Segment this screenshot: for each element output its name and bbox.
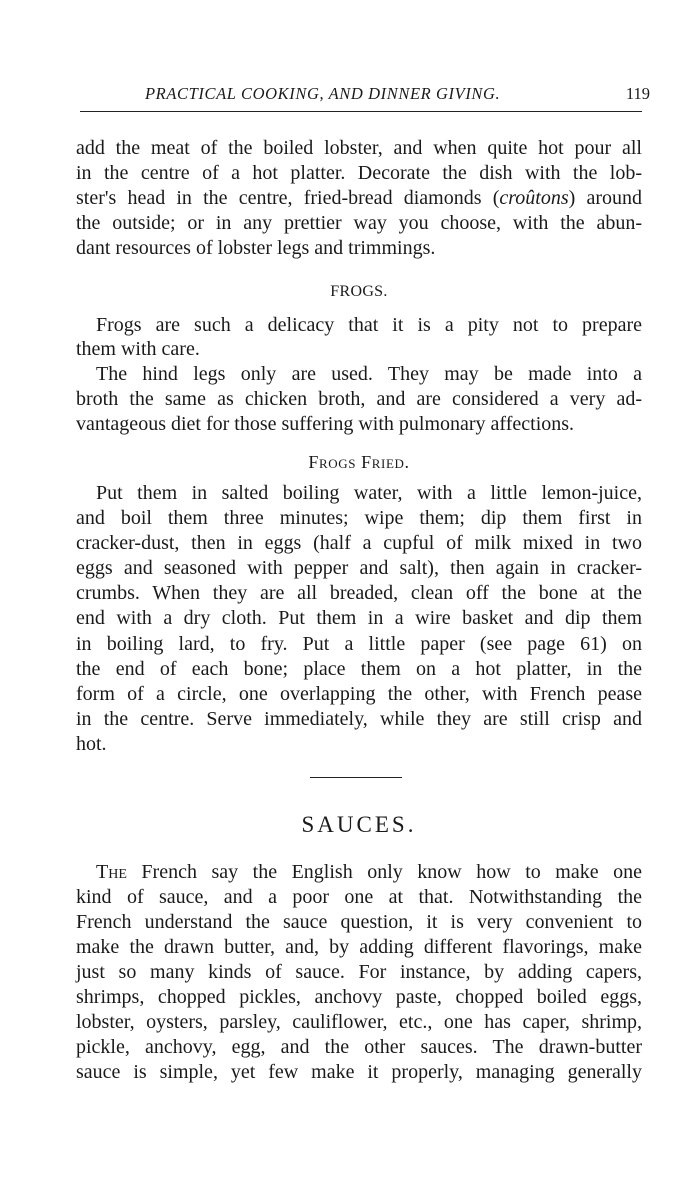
text-line: just so many kinds of sauce. For instance, by adding capers, bbox=[76, 961, 642, 983]
lead-word: The bbox=[96, 861, 127, 883]
text-line: make the drawn butter, and, by adding different flavorings, make bbox=[76, 936, 642, 958]
text-line: and boil them three minutes; wipe them; dip them first in bbox=[76, 507, 642, 529]
text-line: in the centre. Serve immediately, while they are still crisp and bbox=[76, 708, 642, 730]
text-line: pickle, anchovy, egg, and the other sauces. The drawn-butter bbox=[76, 1036, 642, 1058]
section-divider bbox=[310, 777, 402, 778]
text-line: crumbs. When they are all breaded, clean off the bone at the bbox=[76, 582, 642, 604]
text-line: shrimps, chopped pickles, anchovy paste, chopped boiled eggs, bbox=[76, 986, 642, 1008]
text-line: eggs and seasoned with pepper and salt), then again in cracker- bbox=[76, 557, 642, 579]
text-line: Put them in salted boiling water, with a little lemon-juice, bbox=[96, 482, 642, 504]
section-heading-sauces: SAUCES. bbox=[301, 812, 417, 837]
text-line: The hind legs only are used. They may be made into a bbox=[96, 363, 642, 385]
text-line: them with care. bbox=[76, 338, 200, 360]
text-line: the outside; or in any prettier way you choose, with the abun- bbox=[76, 212, 642, 234]
header-rule bbox=[80, 111, 642, 112]
text-line: sauce is simple, yet few make it properly, managing generally bbox=[76, 1061, 642, 1083]
text-line: dant resources of lobster legs and trimmings. bbox=[76, 237, 436, 259]
text-line: the end of each bone; place them on a hot platter, in the bbox=[76, 658, 642, 680]
page-header bbox=[140, 84, 650, 106]
running-title: PRACTICAL COOKING, AND DINNER GIVING. bbox=[145, 84, 501, 103]
text-line: vantageous diet for those suffering with pulmonary affections. bbox=[76, 413, 575, 435]
text-line: in boiling lard, to fry. Put a little paper (see page 61) on bbox=[76, 633, 642, 655]
italic-word: croûtons bbox=[499, 187, 569, 209]
text-line bbox=[76, 186, 642, 210]
section-heading-frogs: FROGS. bbox=[330, 283, 388, 300]
text-line: Frogs are such a delicacy that it is a pity not to prepare bbox=[96, 314, 642, 336]
text-line: broth the same as chicken broth, and are considered a very ad- bbox=[76, 388, 642, 410]
text-line: add the meat of the boiled lobster, and when quite hot pour all bbox=[76, 137, 642, 159]
text-segment: French say the English only know how to make one bbox=[126, 861, 642, 883]
text-line bbox=[96, 860, 642, 884]
text-line: end with a dry cloth. Put them in a wire basket and dip them bbox=[76, 607, 642, 629]
text-line: French understand the sauce question, it is very convenient to bbox=[76, 911, 642, 933]
text-line: form of a circle, one overlapping the other, with French pease bbox=[76, 683, 642, 705]
text-segment: ) around bbox=[568, 187, 642, 209]
text-line: in the centre of a hot platter. Decorate the dish with the lob- bbox=[76, 162, 642, 184]
text-line: hot. bbox=[76, 733, 107, 755]
text-segment: ster's head in the centre, fried-bread diamonds ( bbox=[76, 187, 500, 209]
page-number: 119 bbox=[625, 84, 650, 103]
section-heading-frogs-fried: Frogs Fried. bbox=[308, 452, 410, 472]
text-line: lobster, oysters, parsley, cauliflower, etc., one has caper, shrimp, bbox=[76, 1011, 642, 1033]
text-line: cracker-dust, then in eggs (half a cupful of milk mixed in two bbox=[76, 532, 642, 554]
text-line: kind of sauce, and a poor one at that. Notwithstanding the bbox=[76, 886, 642, 908]
